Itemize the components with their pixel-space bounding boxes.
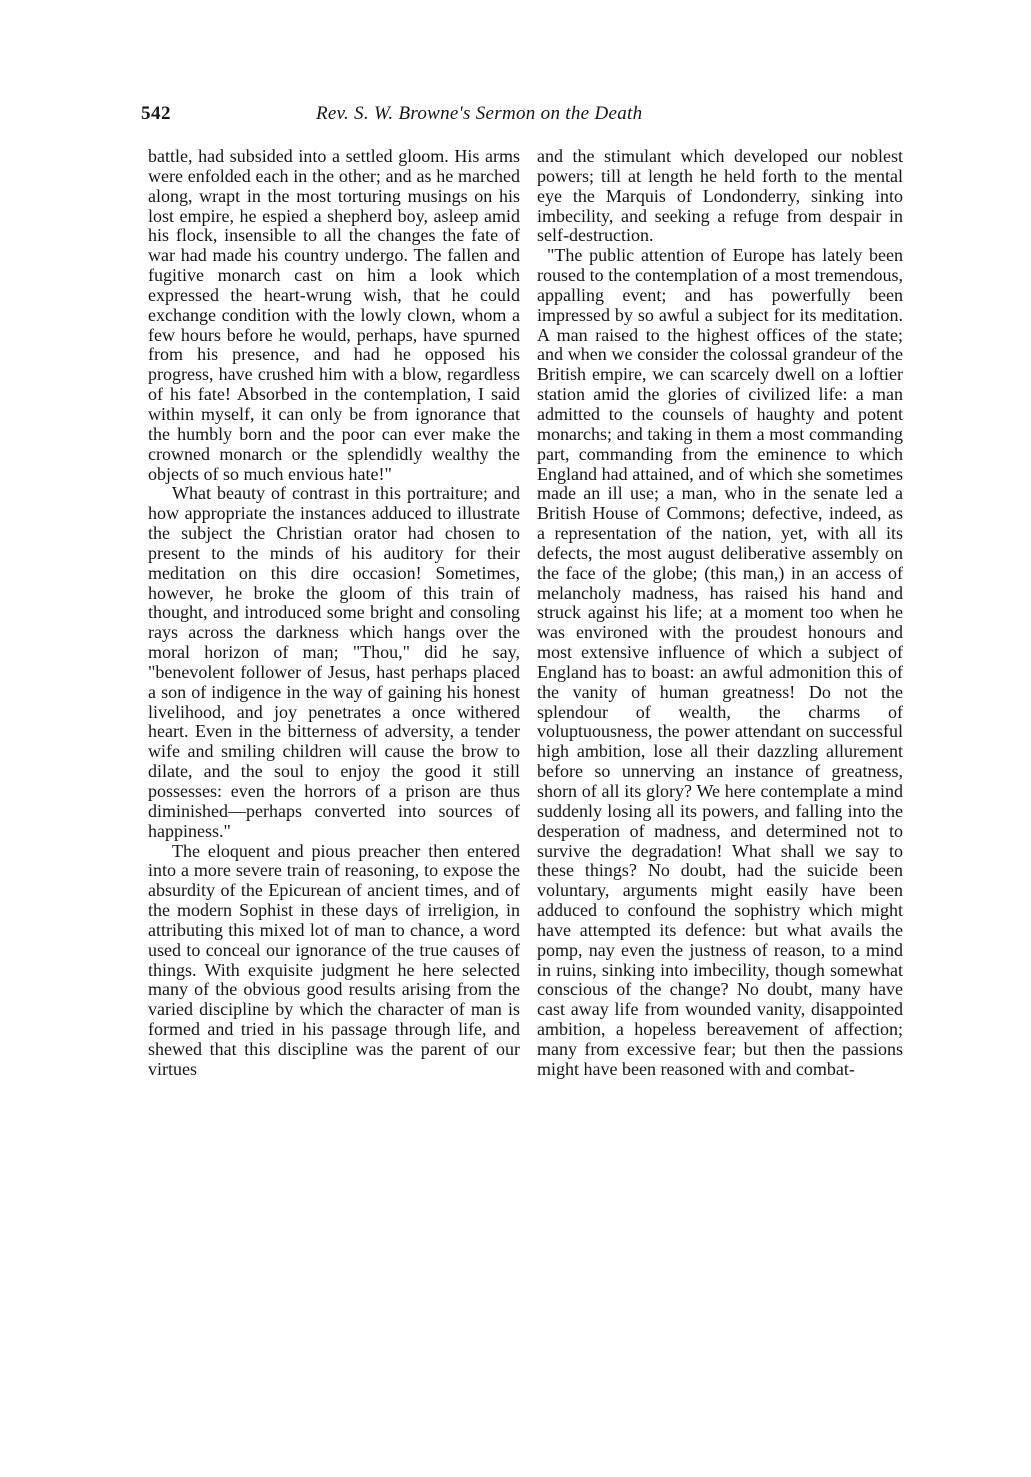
left-paragraph: The eloquent and pious preacher then entered into a more severe train of reasoning, to expose the absurdity of the Epicurean of ancient times, and of the modern Sophist in these days of irreligion, in attributing this mixed lot of man to chance, a word used to conceal our ignorance of the true causes of things. With exquisite judgment he here selected many of the obvious good results arising from the varied discipline by which the character of man is formed and tried in his passage through life, and shewed that this discipline was the parent of our virtues <box>148 840 520 1079</box>
running-head: Rev. S. W. Browne's Sermon on the Death <box>316 103 643 124</box>
page-number: 542 <box>141 103 171 124</box>
right-paragraph: "The public attention of Europe has lately been roused to the contemplation of a most tremendous, appalling event; and has powerfully been impressed by so awful a subject for its meditation. A man raised to the highest offices of the state; and when we consider the colossal grandeur of the British empire, we can scarcely dwell on a loftier station amid the glories of civilized life: a man admitted to the counsels of haughty and potent monarchs; and taking in them a most commanding part, commanding from the eminence to which England had attained, and of which she sometimes made an ill use; a man, who in the senate led a British House of Commons; defective, indeed, as a representation of the nation, yet, with all its defects, the most august deliberative assembly on the face of the globe; (this man,) in an access of melancholy madness, has raised his hand and struck against his life; at a moment too when he was environed with the proudest honours and most extensive influence of which a subject of England has to boast: an awful admonition this of the vanity of human greatness! Do not the splendour of wealth, the charms of voluptuousness, the power attendant on successful high ambition, lose all their dazzling allurement before so unnerving an instance of greatness, shorn of all its glory? We here contemplate a mind suddenly losing all its powers, and falling into the desperation of madness, and determined not to survive the degradation! What shall we say to these things? No doubt, had the suicide been voluntary, arguments might easily have been adduced to confound the sophistry which might have attempted its defence: but what avails the pomp, nay even the justness of reason, to a mind in ruins, sinking into imbecility, though somewhat conscious of the change? No doubt, many have cast away life from wounded vanity, disappointed ambition, a hopeless bereavement of affection; many from excessive fear; but then the passions might have been reasoned with and combat- <box>537 245 903 1079</box>
right-paragraph: and the stimulant which developed our noblest powers; till at length he held forth to the mental eye the Marquis of Londonderry, sinking into imbecility, and seeking a refuge from despair in self-destruction. <box>537 146 903 246</box>
left-paragraph: What beauty of contrast in this portraiture; and how appropriate the instances adduced to illustrate the subject the Christian orator had chosen to present to the minds of his auditory for their meditation on this dire occasion! Sometimes, however, he broke the gloom of this train of thought, and introduced some bright and consoling rays across the darkness which hangs over the moral horizon of man; "Thou," did he say, "benevolent follower of Jesus, hast perhaps placed a son of indigence in the way of gaining his honest livelihood, and joy penetrates a once withered heart. Even in the bitterness of adversity, a tender wife and smiling children will cause the brow to dilate, and the soul to enjoy the good it still possesses: even the horrors of a prison are thus diminished—perhaps converted into sources of happiness." <box>148 483 520 841</box>
left-paragraph: battle, had subsided into a settled gloom. His arms were enfolded each in the other; and as he marched along, wrapt in the most torturing musings on his lost empire, he espied a shepherd boy, asleep amid his flock, insensible to all the changes the fate of war had made his country undergo. The fallen and fugitive monarch cast on him a look which expressed the heart-wrung wish, that he could exchange condition with the lowly clown, whom a few hours before he would, perhaps, have spurned from his presence, and had he opposed his progress, have crushed him with a blow, regardless of his fate! Absorbed in the contemplation, I said within myself, it can only be from ignorance that the humbly born and the poor can ever make the crowned monarch or the splendidly wealthy the objects of so much envious hate!" <box>148 146 520 484</box>
left-column <box>148 147 520 1080</box>
right-column <box>537 147 903 1080</box>
